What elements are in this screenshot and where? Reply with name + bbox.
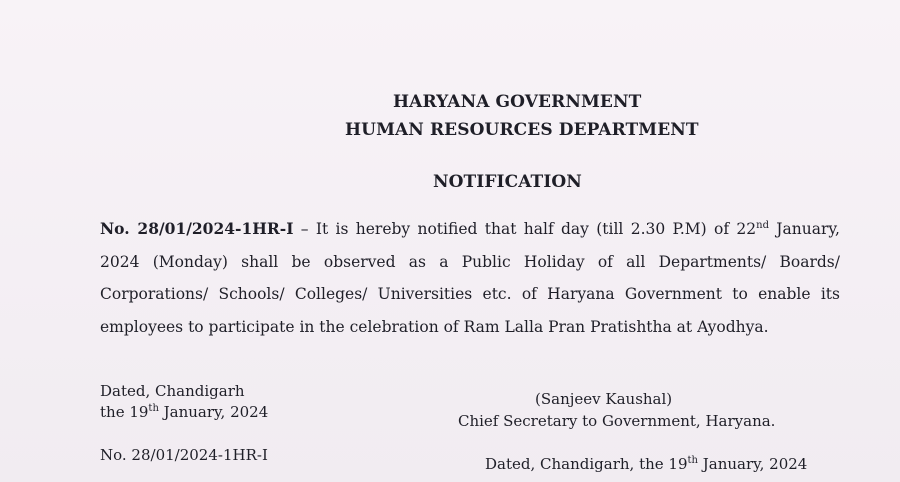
government-heading: HARYANA GOVERNMENT (393, 92, 642, 112)
body-line-1-text: – It is hereby notified that half day (till 2.30 P.M) of 22 (293, 220, 757, 238)
dated-date-suffix: th (148, 403, 159, 414)
signatory-title: Chief Secretary to Government, Haryana. (458, 412, 776, 430)
dated-date (100, 403, 268, 421)
notification-body (100, 213, 840, 344)
body-line-2: 2024 (Monday) shall be observed as a Public Holiday of all Departments/ Boards/ (100, 252, 840, 271)
dated-date-post: January, 2024 (158, 403, 269, 421)
reference-number: No. 28/01/2024-1HR-I (100, 219, 294, 238)
body-line-4: employees to participate in the celebration of Ram Lalla Pran Pratishtha at Ayodhya. (100, 318, 769, 337)
date-ordinal-suffix: nd (756, 220, 769, 231)
signatory-name: (Sanjeev Kaushal) (535, 390, 673, 408)
body-line-1 (100, 213, 840, 246)
footer-reference-number: No. 28/01/2024-1HR-I (100, 446, 268, 464)
notification-title: NOTIFICATION (433, 172, 582, 192)
footer-dated-suffix: th (687, 455, 698, 466)
footer-dated (485, 455, 807, 473)
body-line-1-tail: January, (768, 220, 840, 238)
department-heading: HUMAN RESOURCES DEPARTMENT (345, 120, 699, 140)
footer-dated-pre: Dated, Chandigarh, the 19 (485, 455, 688, 473)
footer-dated-post: January, 2024 (697, 455, 808, 473)
dated-date-pre: the 19 (100, 403, 149, 421)
body-line-3: Corporations/ Schools/ Colleges/ Universities etc. of Haryana Government to enable its (100, 285, 840, 304)
dated-place: Dated, Chandigarh (100, 382, 245, 400)
